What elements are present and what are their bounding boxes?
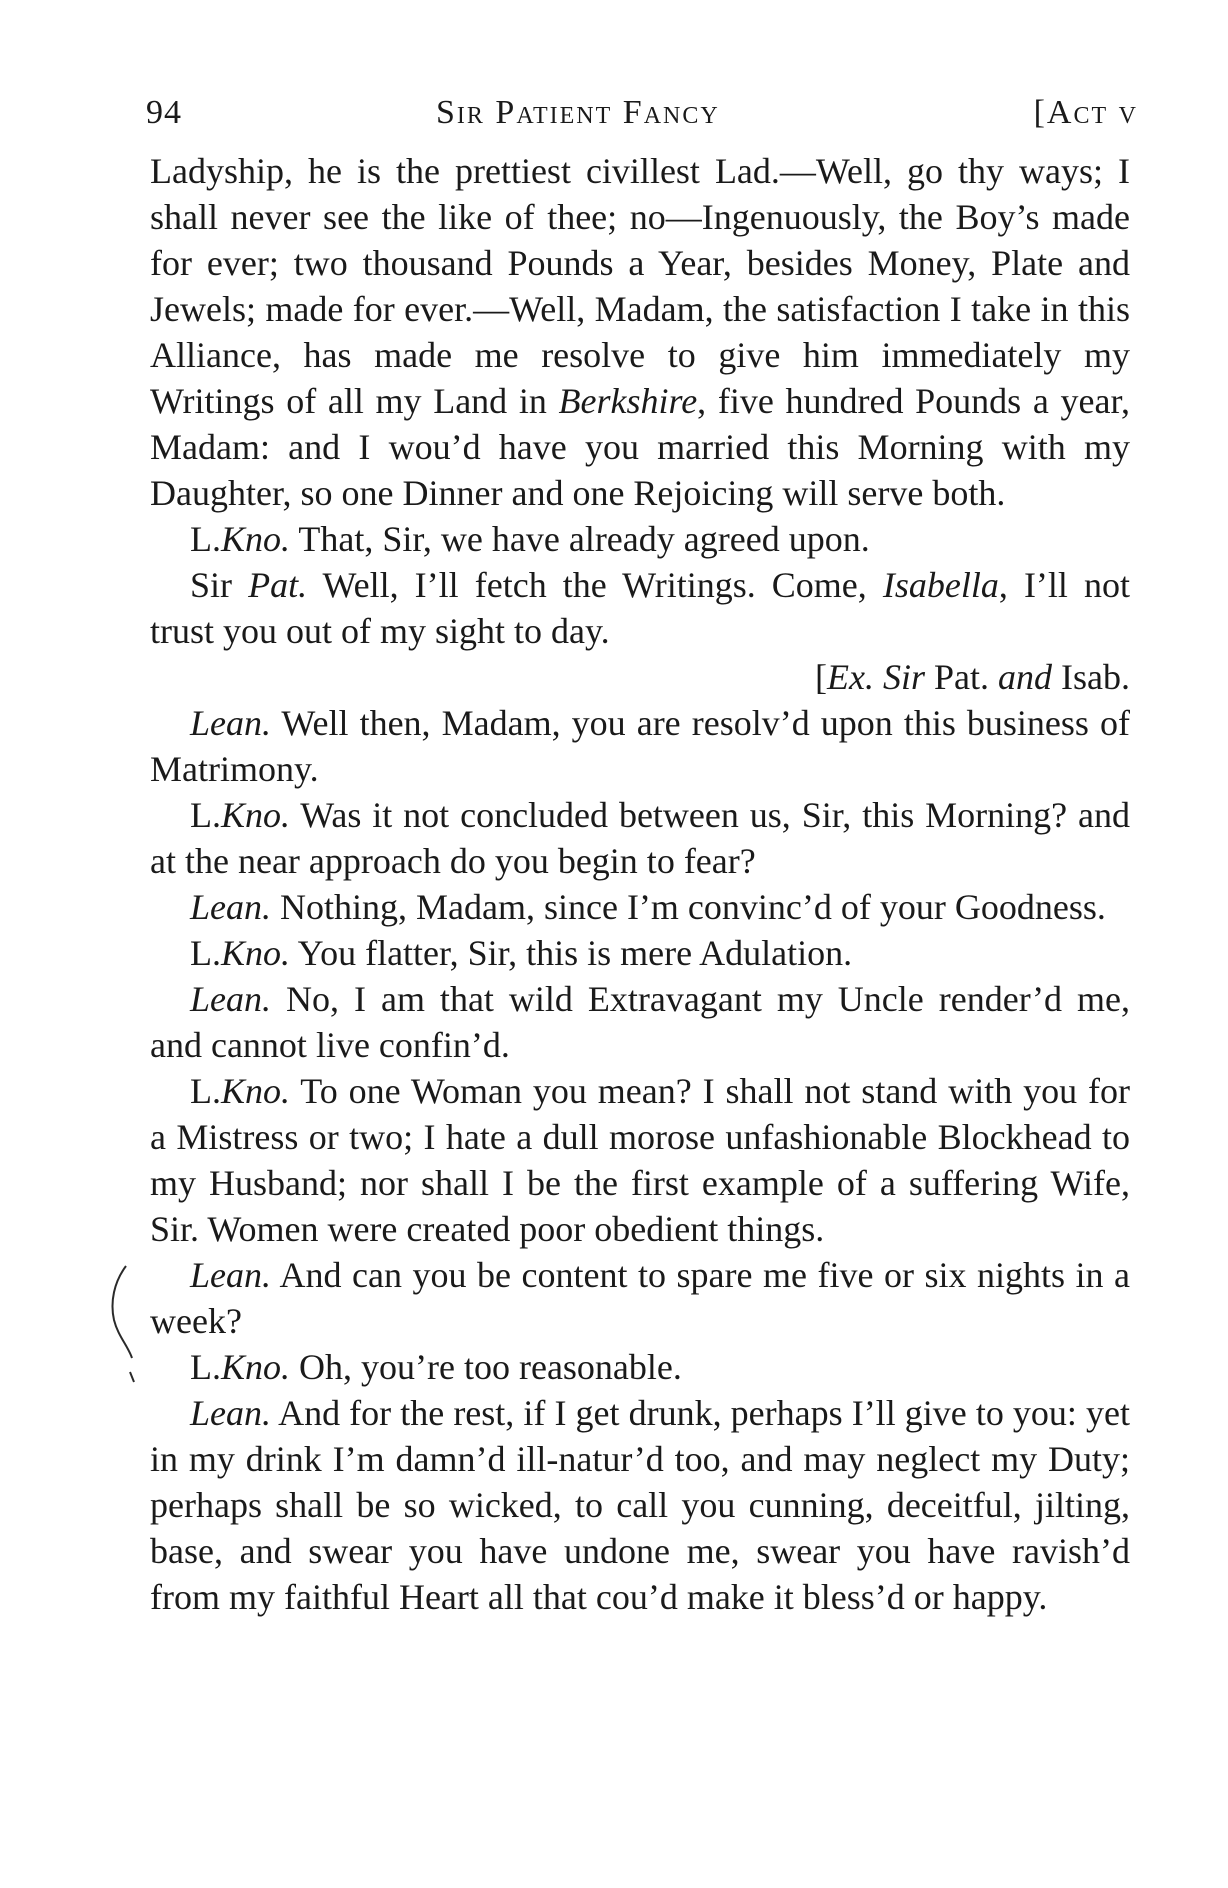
speaker-name: Lean. [190, 1255, 271, 1295]
speaker-name: Lean. [190, 703, 271, 743]
act-label: [Act v [1033, 94, 1138, 131]
character-name: Isabella [882, 565, 999, 605]
bracket-stroke [113, 1266, 135, 1382]
running-title: Sir Patient Fancy [436, 94, 720, 131]
speaker-name: Lean. [190, 1393, 271, 1433]
speech-lady-knowell-4: L.Kno. To one Woman you mean? I shall not stand with you for a Mistress or two; I hate a dull morose unfashionable Blockhead to my Husband; nor shall I be the first example of a suffering Wife, Sir. Women were created poor obedient things. [150, 1071, 1130, 1249]
speech-lady-knowell-5: L.Kno. Oh, you’re too reasonable. [190, 1347, 682, 1387]
speaker-name: Kno. [221, 1071, 291, 1111]
margin-bracket-mark [100, 1262, 140, 1392]
stage-direction: [Ex. Sir Pat. and Isab. [815, 657, 1130, 697]
speech-lady-knowell-3: L.Kno. You flatter, Sir, this is mere Adulation. [190, 933, 853, 973]
speaker-name: Lean. [190, 887, 271, 927]
paragraph-continued: Ladyship, he is the prettiest civillest Lad.—Well, go thy ways; I shall never see the like of thee; no—Ingenuously, the Boy’s made for ever; two thousand Pounds a Year, besides Money, Plate and Jewels; made for ever.—Well, Madam, the satisfaction I take in this Alliance, has made me resolve to give him immediately my Writings of all my Land in Berkshire, five hundred Pounds a year, Madam: and I wou’d have you married this Morning with my Daughter, so one Dinner and one Rejoicing will serve both. [150, 151, 1131, 513]
speaker-name: Pat. [248, 565, 308, 605]
body-text [150, 148, 1130, 1620]
speech-leander-2: Lean. Nothing, Madam, since I’m convinc’d of your Goodness. [190, 887, 1106, 927]
speaker-name: Kno. [221, 795, 291, 835]
page-number: 94 [146, 94, 182, 131]
place-name: Berkshire [558, 381, 698, 421]
speech-sir-patient: Sir Pat. Well, I’ll fetch the Writings. Come, Isabella, I’ll not trust you out of my sight to day. [150, 565, 1131, 651]
speech-leander-3: Lean. No, I am that wild Extravagant my Uncle render’d me, and cannot live confin’d. [150, 979, 1130, 1065]
speech-lady-knowell-1: L.Kno. That, Sir, we have already agreed upon. [190, 519, 870, 559]
speaker-name: Kno. [221, 519, 291, 559]
running-header [146, 94, 1138, 144]
speaker-name: Kno. [221, 1347, 291, 1387]
speaker-name: Lean. [190, 979, 271, 1019]
speech-leander-1: Lean. Well then, Madam, you are resolv’d upon this business of Matrimony. [150, 703, 1130, 789]
speech-leander-5: Lean. And for the rest, if I get drunk, perhaps I’ll give to you: yet in my drink I’m damn’d ill-natur’d too, and may neglect my Duty; perhaps shall be so wicked, to call you cunning, deceitful, jilting, base, and swear you have undone me, swear you have ravish’d from my faithful Heart all that cou’d make it bless’d or happy. [150, 1393, 1130, 1617]
speech-leander-4: Lean. And can you be content to spare me five or six nights in a week? [150, 1255, 1130, 1341]
speaker-name: Kno. [221, 933, 291, 973]
speech-lady-knowell-2: L.Kno. Was it not concluded between us, Sir, this Morning? and at the near approach do you begin to fear? [150, 795, 1130, 881]
